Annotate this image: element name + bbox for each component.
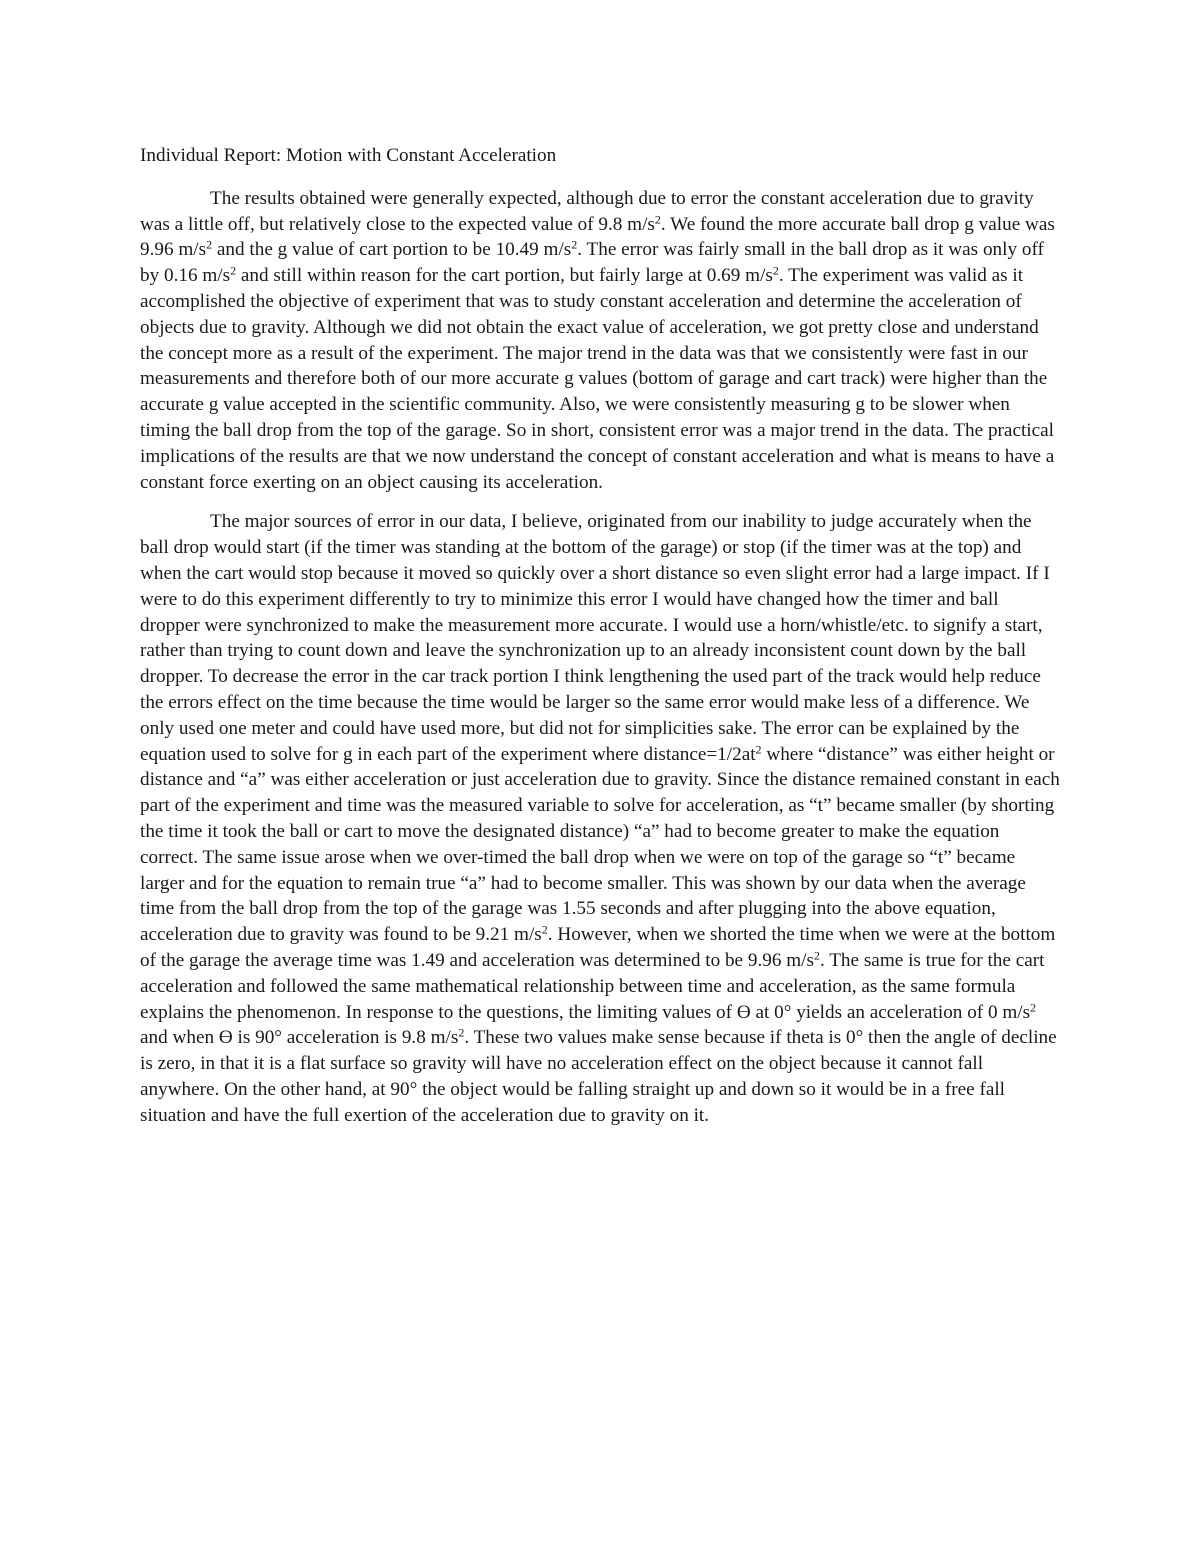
superscript: 2	[206, 237, 213, 252]
report-paragraph	[140, 186, 1060, 496]
superscript: 2	[1030, 999, 1037, 1014]
superscript: 2	[541, 922, 548, 937]
document-page	[140, 143, 1060, 1142]
paragraph-text-run: The results obtained were generally expected, although due to error the constant acceleration due to gravity was a little off, but relatively close to the expected value of 9.8 m/s	[140, 187, 1034, 235]
paragraph-text-run: and the g value of cart portion to be 10.49 m/s	[212, 239, 572, 261]
superscript: 2	[230, 263, 237, 278]
paragraph-text-run: . The same is true for the cart acceleration and followed the same mathematical relationship between time and acceleration, as the same formula explains the phenomenon. In response to the questions, the limiting values of ϴ at 0° yields an acceleration of 0 m/s	[140, 949, 1045, 1023]
superscript: 2	[813, 948, 820, 963]
superscript: 2	[571, 237, 578, 252]
paragraph-text-run: The major sources of error in our data, I believe, originated from our inability to judge accurately when the ball drop would start (if the timer was standing at the bottom of the garage) or stop (if the timer was at the top) and when the cart would stop because it moved so quickly over a short distance so even slight error had a large impact. If I were to do this experiment differently to try to minimize this error I would have changed how the timer and ball dropper were synchronized to make the measurement more accurate. I would use a horn/whistle/etc. to signify a start, rather than trying to count down and leave the synchronization up to an already inconsistent count down by the ball dropper. To decrease the error in the car track portion I think lengthening the used part of the track would help reduce the errors effect on the time because the time would be larger so the same error would make less of a difference. We only used one meter and could have used more, but did not for simplicities sake. The error can be explained by the equation used to solve for g in each part of the experiment where distance=1/2at	[140, 511, 1050, 765]
paragraph-text-run: . These two values make sense because if theta is 0° then the angle of decline is zero, in that it is a flat surface so gravity will have no acceleration effect on the object because it cannot fall anywhere. On the other hand, at 90° the object would be falling straight up and down so it would be in a free fall situation and have the full exertion of the acceleration due to gravity on it.	[140, 1027, 1057, 1126]
paragraph-text-run: . The experiment was valid as it accomplished the objective of experiment that was to study constant acceleration and determine the acceleration of objects due to gravity. Although we did not obtain the exact value of acceleration, we got pretty close and understand the concept more as a result of the experiment. The major trend in the data was that we consistently were fast in our measurements and therefore both of our more accurate g values (bottom of garage and cart track) were higher than the accurate g value accepted in the scientific community. Also, we were consistently measuring g to be slower when timing the ball drop from the top of the garage. So in short, consistent error was a major trend in the data. The practical implications of the results are that we now understand the concept of constant acceleration and what is means to have a constant force exerting on an object causing its acceleration.	[140, 265, 1055, 493]
report-paragraph	[140, 509, 1060, 1128]
superscript: 2	[772, 263, 779, 278]
superscript: 2	[654, 212, 661, 226]
report-body	[140, 186, 1060, 1129]
report-title: Individual Report: Motion with Constant Acceleration	[140, 145, 557, 166]
paragraph-text-run: . We found the more accurate ball drop g value was 9.96 m/s	[140, 213, 1055, 261]
paragraph-text-run: and still within reason for the cart portion, but fairly large at 0.69 m/s	[236, 265, 773, 287]
superscript: 2	[755, 741, 762, 756]
paragraph-text-run: . However, when we shorted the time when we were at the bottom of the garage the average time was 1.49 and acceleration was determined to be 9.96 m/s	[140, 924, 1056, 971]
superscript: 2	[458, 1025, 465, 1040]
paragraph-text-run: . The error was fairly small in the ball drop as it was only off by 0.16 m/s	[140, 239, 1044, 287]
paragraph-text-run: where “distance” was either height or distance and “a” was either acceleration or just acceleration due to gravity. Since the distance remained constant in each part of the experiment and time was the measured variable to solve for acceleration, as “t” became smaller (by shorting the time it took the ball or cart to move the designated distance) “a” had to become greater to make the equation correct. The same issue arose when we over-timed the ball drop when we were on top of the garage so “t” became larger and for the equation to remain true “a” had to become smaller. This was shown by our data when the average time from the ball drop from the top of the garage was 1.55 seconds and after plugging into the above equation, acceleration due to gravity was found to be 9.21 m/s	[140, 743, 1060, 946]
paragraph-text-run: and when ϴ is 90° acceleration is 9.8 m/s	[140, 1027, 459, 1049]
